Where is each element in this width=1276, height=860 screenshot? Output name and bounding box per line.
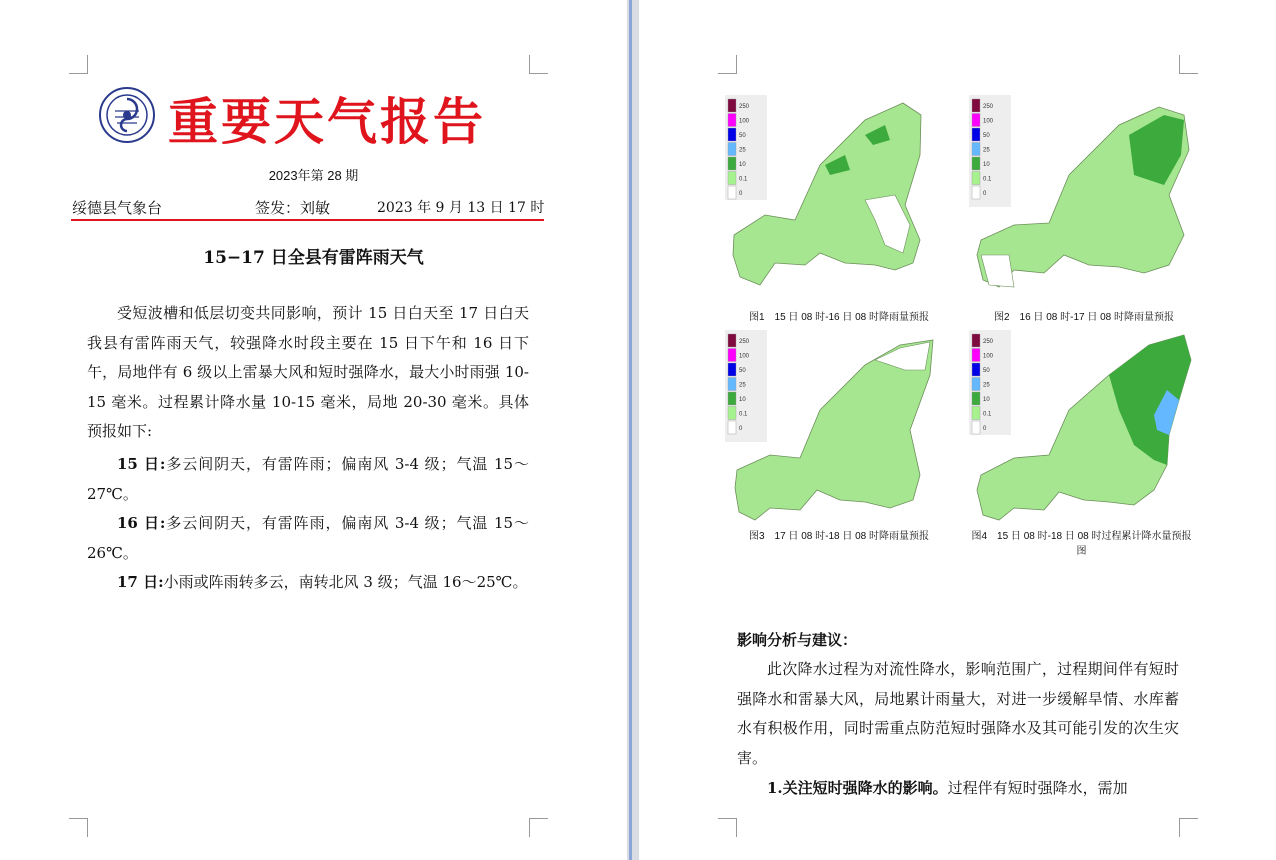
legend-swatch [972, 99, 980, 112]
legend-swatch [728, 186, 736, 199]
legend-label: 10 [983, 397, 990, 403]
legend-swatch [972, 172, 980, 185]
legend-label: 0.1 [739, 411, 748, 418]
legend-label: 10 [739, 397, 746, 403]
forecast-day-label: 16 日: [117, 514, 166, 532]
legend-label: 50 [983, 133, 990, 139]
legend-label: 250 [983, 104, 994, 110]
legend-label: 100 [983, 353, 994, 360]
legend-label: 10 [983, 162, 990, 168]
analysis-paragraph: 此次降水过程为对流性降水，影响范围广，过程期间伴有短时强降水和雷暴大风，局地累计雨量大，对进一步缓解旱情、水库蓄水有积极作用，同时需重点防范短时强降水及其可能引发的次生灾害。 [737, 660, 1179, 767]
point-title: 1.关注短时强降水的影响。 [767, 779, 948, 797]
forecast-day-3 [87, 568, 529, 598]
map-legend [725, 95, 767, 200]
legend-swatch [972, 114, 980, 127]
rainfall-map-4 [969, 330, 1194, 525]
legend-swatch [728, 114, 736, 127]
map-caption-4: 图4 15 日 08 时-18 日 08 时过程累计降水量预报图 [971, 531, 1192, 557]
legend-label: 0 [983, 191, 987, 197]
legend-label: 250 [739, 104, 750, 110]
legend-label: 0 [739, 426, 743, 432]
legend-label: 0.1 [739, 176, 748, 183]
report-headline: 15−17 日全县有雷阵雨天气 [203, 248, 424, 268]
point-text: 过程伴有短时强降水，需加 [947, 779, 1128, 797]
report-title: 重要天气报告 [168, 92, 486, 151]
crop-mark [1179, 818, 1198, 837]
legend-label: 25 [983, 147, 990, 154]
map-legend [969, 330, 1011, 435]
legend-swatch [972, 349, 980, 362]
legend-swatch [972, 407, 980, 420]
legend-label: 250 [739, 339, 750, 345]
document-page-right [639, 0, 1276, 860]
legend-label: 10 [739, 162, 746, 168]
legend-label: 50 [983, 368, 990, 374]
crop-mark [529, 818, 548, 837]
legend-label: 0.1 [983, 411, 992, 418]
legend-swatch [728, 392, 736, 405]
legend-swatch [728, 378, 736, 391]
legend-swatch [728, 157, 736, 170]
no-rain-area [981, 255, 1014, 287]
legend-label: 50 [739, 368, 746, 374]
analysis-point-1 [737, 774, 1179, 804]
forecast-day-1 [87, 450, 529, 509]
crop-mark [718, 818, 737, 837]
legend-label: 50 [739, 133, 746, 139]
crop-mark [69, 818, 88, 837]
legend-swatch [972, 157, 980, 170]
page-gutter [627, 0, 639, 860]
legend-label: 25 [739, 382, 746, 389]
forecast-day-label: 17 日: [117, 573, 164, 591]
legend-swatch [972, 143, 980, 156]
legend-label: 250 [983, 339, 994, 345]
issue-number: 2023年第 28 期 [268, 168, 359, 183]
crop-mark [529, 55, 548, 74]
map-caption-2: 图2 16 日 08 时-17 日 08 时降雨量预报 [993, 312, 1175, 323]
legend-label: 100 [983, 118, 994, 125]
forecast-day-text: 小雨或阵雨转多云，南转北风 3 级；气温 16～25℃。 [163, 573, 528, 591]
forecast-day-text: 多云间阴天，有雷阵雨；偏南风 3-4 级；气温 15～27℃。 [87, 455, 529, 503]
legend-swatch [728, 128, 736, 141]
issuing-station: 绥德县气象台 [72, 200, 163, 217]
map-caption-1: 图1 15 日 08 时-16 日 08 时降雨量预报 [748, 312, 930, 323]
legend-label: 0 [983, 426, 987, 432]
legend-swatch [972, 363, 980, 376]
legend-swatch [972, 128, 980, 141]
crop-mark [69, 55, 88, 74]
legend-swatch [728, 334, 736, 347]
legend-swatch [728, 172, 736, 185]
legend-label: 100 [739, 353, 750, 360]
legend-label: 100 [739, 118, 750, 125]
header-divider [71, 219, 544, 221]
legend-swatch [728, 421, 736, 434]
rainfall-map-1 [725, 95, 940, 290]
rainfall-map-3 [725, 330, 940, 525]
legend-swatch [728, 349, 736, 362]
crop-mark [1179, 55, 1198, 74]
legend-label: 25 [983, 382, 990, 389]
legend-swatch [728, 143, 736, 156]
map-caption-3: 图3 17 日 08 时-18 日 08 时降雨量预报 [748, 531, 930, 542]
legend-label: 0.1 [983, 176, 992, 183]
legend-label: 25 [739, 147, 746, 154]
legend-swatch [728, 99, 736, 112]
map-legend [725, 330, 767, 442]
forecast-day-label: 15 日: [117, 455, 166, 473]
legend-swatch [972, 378, 980, 391]
issue-datetime: 2023 年 9 月 13 日 17 时 [377, 200, 545, 216]
legend-swatch [728, 363, 736, 376]
document-page-left [0, 0, 627, 860]
map-legend [969, 95, 1011, 207]
forecast-day-text: 多云间阴天，有雷阵雨，偏南风 3-4 级；气温 15～26℃。 [87, 514, 529, 562]
legend-swatch [972, 334, 980, 347]
forecast-day-2 [87, 509, 529, 568]
legend-label: 0 [739, 191, 743, 197]
rainfall-map-2 [969, 95, 1194, 290]
gutter-line [629, 0, 632, 860]
legend-swatch [972, 392, 980, 405]
legend-swatch [972, 421, 980, 434]
meteorological-logo-icon [99, 87, 155, 143]
legend-swatch [728, 407, 736, 420]
analysis-title: 影响分析与建议： [737, 632, 858, 649]
signer: 签发：刘敏 [255, 200, 331, 217]
crop-mark [718, 55, 737, 74]
legend-swatch [972, 186, 980, 199]
intro-paragraph: 受短波槽和低层切变共同影响，预计 15 日白天至 17 日白天我县有雷阵雨天气，较强降水时段主要在 15 日下午和 16 日下午，局地伴有 6 级以上雷暴大风和短时强降水，最大小时雨强 10-15 毫米。过程累计降水量 10-15 毫米，局地 20-30 毫米。具体预报如下: [87, 304, 529, 440]
